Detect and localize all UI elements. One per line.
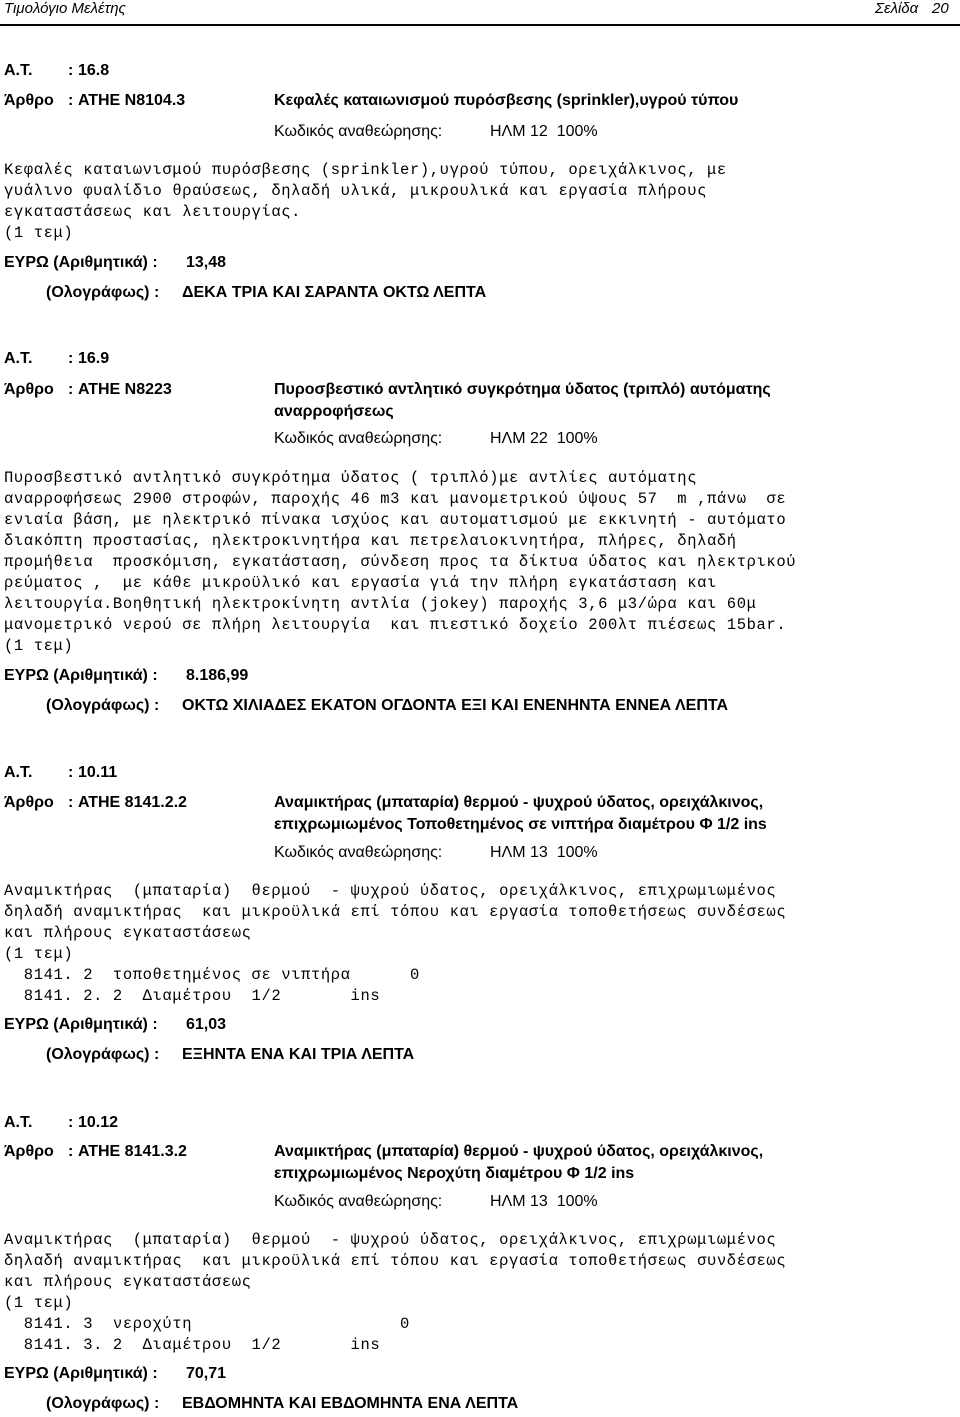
description-line: γυάλινο φυαλίδιο θραύσεως, δηλαδή υλικά, μικρουλικά και εργασία πλήρους — [4, 182, 708, 200]
detail-line: 8141. 3 νεροχύτη 0 — [4, 1315, 410, 1333]
detail-line: 8141. 2. 2 Διαμέτρου 1/2 ins — [4, 987, 381, 1005]
unit-label: (1 τεμ) — [4, 224, 74, 242]
unit-label: (1 τεμ) — [4, 1294, 74, 1312]
item-title-continued: επιχρωμιωμένος Τοποθετημένος σε νιπτήρα διαμέτρου Φ 1/2 ins — [274, 816, 767, 833]
article-code: ΑΤΗΕ 8141.3.2 — [78, 1143, 187, 1160]
eur-numeric-label: ΕΥΡΩ (Αριθμητικά) : — [4, 254, 158, 271]
review-code-label: Κωδικός αναθεώρησης: — [274, 123, 443, 140]
review-code-value: ΗΛΜ 12 100% — [490, 123, 598, 140]
eur-words-label: (Ολογράφως) : — [46, 1395, 160, 1412]
review-code-value: ΗΛΜ 13 100% — [490, 844, 598, 861]
at-colon: : — [68, 1114, 74, 1131]
description-line: Αναμικτήρας (μπαταρία) θερμού - ψυχρού ύδατος, ορειχάλκινος, επιχρωμιωμένος — [4, 1231, 777, 1249]
at-label: Α.Τ. — [4, 350, 33, 367]
item-title: Αναμικτήρας (μπαταρία) θερμού - ψυχρού ύδατος, ορειχάλκινος, — [274, 794, 764, 811]
description-line: Κεφαλές καταιωνισμού πυρόσβεσης (sprinkler),υγρού τύπου, ορειχάλκινος, με — [4, 161, 727, 179]
item-title: Αναμικτήρας (μπαταρία) θερμού - ψυχρού ύδατος, ορειχάλκινος, — [274, 1143, 764, 1160]
eur-words-label: (Ολογράφως) : — [46, 697, 160, 714]
item-title: Κεφαλές καταιωνισμού πυρόσβεσης (sprinkler),υγρού τύπου — [274, 92, 739, 109]
at-label: Α.Τ. — [4, 62, 33, 79]
article-colon: : — [68, 1143, 74, 1160]
at-label: Α.Τ. — [4, 764, 33, 781]
at-colon: : — [68, 62, 74, 79]
description-line: δηλαδή αναμικτήρας και μικροϋλικά επί τόπου και εργασία τοποθετήσεως συνδέσεως — [4, 903, 787, 921]
unit-label: (1 τεμ) — [4, 945, 74, 963]
at-value: 16.8 — [78, 62, 110, 79]
at-label: Α.Τ. — [4, 1114, 33, 1131]
document-title: Τιμολόγιο Μελέτης — [4, 0, 126, 17]
description-line: και πλήρους εγκαταστάσεως — [4, 1273, 252, 1291]
item-title-continued: επιχρωμιωμένος Νεροχύτη διαμέτρου Φ 1/2 ins — [274, 1165, 635, 1182]
price-words: ΟΚΤΩ ΧΙΛΙΑΔΕΣ ΕΚΑΤΟΝ ΟΓΔΟΝΤΑ ΕΞΙ ΚΑΙ ΕΝΕΝΗΝΤΑ ΕΝΝΕΑ ΛΕΠΤΑ — [182, 697, 729, 714]
price-words: ΕΞΗΝΤΑ ΕΝΑ ΚΑΙ ΤΡΙΑ ΛΕΠΤΑ — [182, 1046, 415, 1063]
description-line: μανομετρικό νερού σε πλήρη λειτουργία και πιεστικό δοχείο 200λτ πιέσεως 15bar. — [4, 616, 787, 634]
eur-numeric-label: ΕΥΡΩ (Αριθμητικά) : — [4, 667, 158, 684]
at-colon: : — [68, 764, 74, 781]
review-code-value: ΗΛΜ 22 100% — [490, 430, 598, 447]
description-line: ρεύματος , με κάθε μικροϋλικό και εργασία γιά την πλήρη εγκατάσταση και — [4, 574, 717, 592]
description-line: ενιαία βάση, με ηλεκτρικό πίνακα ισχύος και αυτοματισμού με εκκινητή - αυτόματο — [4, 511, 787, 529]
header-rule — [0, 24, 960, 26]
description-line: Πυροσβεστικό αντλητικό συγκρότημα ύδατος ( τριπλό)με αντλίες αυτόματης — [4, 469, 698, 487]
review-code-label: Κωδικός αναθεώρησης: — [274, 430, 443, 447]
article-code: ΑΤΗΕ 8141.2.2 — [78, 794, 187, 811]
description-line: εγκαταστάσεως και λειτουργίας. — [4, 203, 302, 221]
article-colon: : — [68, 381, 74, 398]
eur-words-label: (Ολογράφως) : — [46, 284, 160, 301]
price-numeric: 8.186,99 — [186, 667, 249, 684]
article-colon: : — [68, 794, 74, 811]
description-line: δηλαδή αναμικτήρας και μικροϋλικά επί τόπου και εργασία τοποθετήσεως συνδέσεως — [4, 1252, 787, 1270]
price-numeric: 70,71 — [186, 1365, 227, 1382]
price-numeric: 61,03 — [186, 1016, 227, 1033]
review-code-value: ΗΛΜ 13 100% — [490, 1193, 598, 1210]
eur-words-label: (Ολογράφως) : — [46, 1046, 160, 1063]
price-words: ΔΕΚΑ ΤΡΙΑ ΚΑΙ ΣΑΡΑΝΤΑ ΟΚΤΩ ΛΕΠΤΑ — [182, 284, 487, 301]
description-line: διακόπτη προστασίας, ηλεκτροκινητήρα και πετρελαιοκινητήρα, πλήρες, δηλαδή — [4, 532, 737, 550]
page-number: 20 — [932, 0, 949, 17]
article-label: Άρθρο — [4, 92, 54, 109]
at-value: 10.11 — [78, 764, 118, 781]
review-code-label: Κωδικός αναθεώρησης: — [274, 1193, 443, 1210]
detail-line: 8141. 3. 2 Διαμέτρου 1/2 ins — [4, 1336, 381, 1354]
at-value: 10.12 — [78, 1114, 119, 1131]
description-line: αναρροφήσεως 2900 στροφών, παροχής 46 m3 και μανομετρικού ύψους 57 m ,πάνω σε — [4, 490, 787, 508]
unit-label: (1 τεμ) — [4, 637, 74, 655]
description-line: και πλήρους εγκαταστάσεως — [4, 924, 252, 942]
description-line: Αναμικτήρας (μπαταρία) θερμού - ψυχρού ύδατος, ορειχάλκινος, επιχρωμιωμένος — [4, 882, 777, 900]
article-colon: : — [68, 92, 74, 109]
item-title-continued: αναρροφήσεως — [274, 403, 394, 420]
article-label: Άρθρο — [4, 1143, 54, 1160]
price-words: ΕΒΔΟΜΗΝΤΑ ΚΑΙ ΕΒΔΟΜΗΝΤΑ ΕΝΑ ΛΕΠΤΑ — [182, 1395, 519, 1412]
article-code: ΑΤΗΕ Ν8104.3 — [78, 92, 186, 109]
review-code-label: Κωδικός αναθεώρησης: — [274, 844, 443, 861]
description-line: λειτουργία.Βοηθητική ηλεκτροκίνητη αντλία (jokey) παροχής 3,6 μ3/ώρα και 60μ — [4, 595, 757, 613]
article-code: ΑΤΗΕ Ν8223 — [78, 381, 172, 398]
page-label: Σελίδα — [875, 0, 919, 17]
article-label: Άρθρο — [4, 794, 54, 811]
price-numeric: 13,48 — [186, 254, 227, 271]
eur-numeric-label: ΕΥΡΩ (Αριθμητικά) : — [4, 1016, 158, 1033]
item-title: Πυροσβεστικό αντλητικό συγκρότημα ύδατος (τριπλό) αυτόματης — [274, 381, 771, 398]
article-label: Άρθρο — [4, 381, 54, 398]
description-line: προμήθεια προσκόμιση, εγκατάσταση, σύνδεση προς τα δίκτυα ύδατος και ηλεκτρικού — [4, 553, 797, 571]
at-colon: : — [68, 350, 74, 367]
eur-numeric-label: ΕΥΡΩ (Αριθμητικά) : — [4, 1365, 158, 1382]
at-value: 16.9 — [78, 350, 110, 367]
detail-line: 8141. 2 τοποθετημένος σε νιπτήρα 0 — [4, 966, 420, 984]
